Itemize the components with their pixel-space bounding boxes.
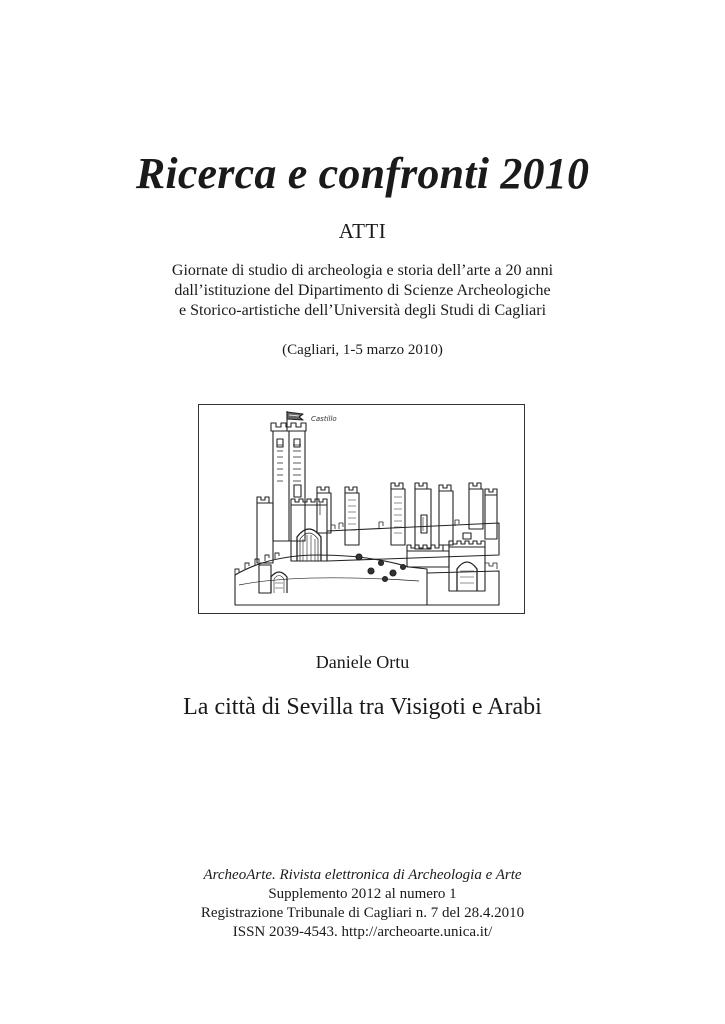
article-author: Daniele Ortu <box>315 652 410 672</box>
article-title: La città di Sevilla tra Visigoti e Arabi <box>183 694 542 720</box>
issn-and-url: ISSN 2039-4543. http://archeoarte.unica.it/ <box>232 924 493 940</box>
description-line-3: e Storico-artistiche dell’Università degli Studi di Cagliari <box>178 302 547 319</box>
description-line-1: Giornate di studio di archeologia e storia dell’arte a 20 anni <box>171 262 554 279</box>
supplement-info: Supplemento 2012 al numero 1 <box>268 886 457 902</box>
event-place-date: (Cagliari, 1-5 marzo 2010) <box>282 342 443 358</box>
castle-illustration <box>198 404 525 614</box>
registration-info: Registrazione Tribunale di Cagliari n. 7 del 28.4.2010 <box>200 905 525 921</box>
journal-name: ArcheoArte. Rivista elettronica di Archeologia e Arte <box>203 867 522 883</box>
proceedings-label: ATTI <box>338 219 387 243</box>
description-line-2: dall’istituzione del Dipartimento di Scienze Archeologiche <box>174 282 551 299</box>
main-title: Ricerca e confronti 2010 <box>135 149 590 198</box>
svg-text:Castillo: Castillo <box>311 415 337 423</box>
